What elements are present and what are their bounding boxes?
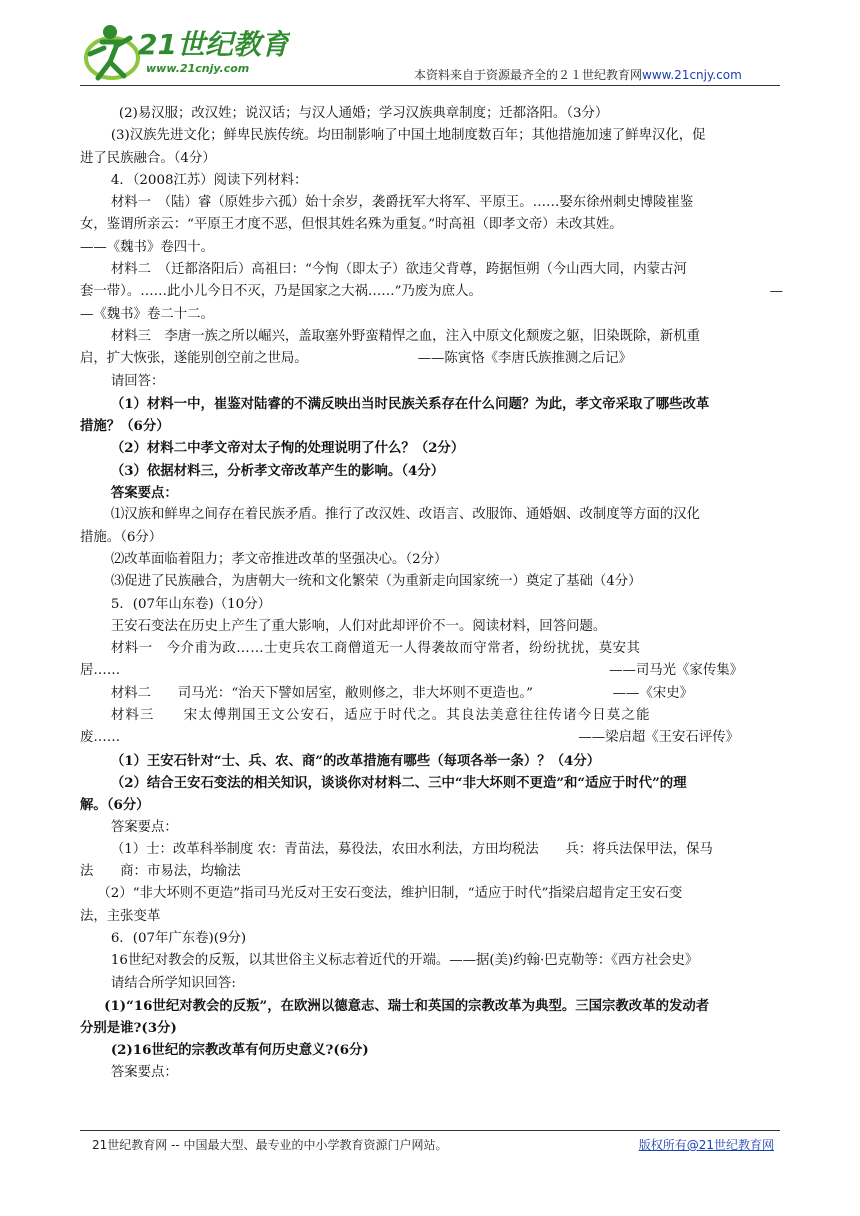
text-line: ——司马光《家传集》 bbox=[609, 663, 743, 679]
text-line: 6．(07年广东卷)(9分) bbox=[110, 930, 247, 946]
text-line: 王安石变法在历史上产生了重大影响，人们对此却评价不一。阅读材料，回答问题。 bbox=[110, 618, 607, 634]
text-line: 套一带）。……此小儿今日不灭，乃是国家之大祸……”乃废为庶人。 bbox=[80, 284, 482, 300]
text-line-split bbox=[80, 281, 783, 303]
footer-rule bbox=[80, 1130, 780, 1131]
header-url-link[interactable]: www.21cnjy.com bbox=[642, 68, 742, 82]
text-line: 材料二 （迁都洛阳后）高祖曰：“今恂（即太子）欲违父背尊，跨据恒朔（今山西大同，内蒙古河 bbox=[110, 262, 687, 278]
text-line: 材料一 今介甫为政……士吏兵农工商僧道无一人得袭故而守常者，纷纷扰扰，莫安其 bbox=[110, 641, 641, 657]
answer-heading: 答案要点： bbox=[110, 1064, 178, 1080]
text-line: 材料二 司马光：“治天下譬如居室，敝则修之，非大坏则不更造也。” bbox=[110, 685, 533, 701]
text-line: ⑵改革面临着阻力；孝文帝推进改革的坚强决心。（2分） bbox=[110, 551, 448, 567]
document-body bbox=[80, 103, 783, 1084]
text-line: 进了民族融合。（4分） bbox=[80, 150, 216, 166]
text-line: 材料三 李唐一族之所以崛兴，盖取塞外野蛮精悍之血，注入中原文化颓废之躯，旧染既除，新机重 bbox=[110, 328, 700, 344]
question-line: 措施？（6分） bbox=[80, 418, 170, 435]
answer-heading: 答案要点： bbox=[110, 485, 178, 502]
header-note bbox=[414, 66, 742, 83]
text-line: ——《魏书》卷四十。 bbox=[80, 239, 214, 255]
question-line: 解。（6分） bbox=[80, 797, 150, 814]
text-line: 16世纪对教会的反叛，以其世俗主义标志着近代的开端。——据(美)约翰·巴克勒等：《西方社会史》 bbox=[110, 953, 699, 969]
text-line: ——陈寅恪《李唐氏族推测之后记》 bbox=[417, 351, 632, 367]
question-line: (1)“16世纪对教会的反叛”，在欧洲以德意志、瑞士和英国的宗教改革为典型。三国宗教改革的发动者 bbox=[104, 997, 710, 1014]
text-line: 启，扩大恢张，遂能别创空前之世局。 bbox=[80, 351, 308, 367]
text-line: （1）士：改革科举制度 农：青苗法，募役法，农田水利法，方田均税法 兵：将兵法保甲法，保马 bbox=[110, 841, 713, 857]
text-line: 法，主张变革 bbox=[80, 908, 161, 924]
logo-url: www.21cnjy.com bbox=[146, 62, 250, 75]
text-line: — bbox=[769, 284, 783, 300]
text-line: 材料三 宋太傅荆国王文公安石，适应于时代之。其良法美意往往传诸今日莫之能 bbox=[110, 708, 651, 724]
text-line: 居…… bbox=[80, 663, 121, 679]
question-line: （1）王安石针对“士、兵、农、商”的改革措施有哪些（每项各举一条）？（4分） bbox=[110, 752, 601, 769]
text-line: ——梁启超《王安石评传》 bbox=[578, 730, 739, 746]
text-line-split bbox=[80, 683, 783, 705]
text-line: 女，鉴谓所亲云：“平原王才度不恶，但恨其姓名殊为重复。”时高祖（即孝文帝）未改其姓。 bbox=[80, 217, 623, 233]
question-line: 分别是谁?(3分) bbox=[80, 1020, 177, 1037]
text-line bbox=[80, 348, 783, 370]
text-line-split bbox=[80, 727, 783, 749]
question-line: （3）依据材料三，分析孝文帝改革产生的影响。（4分） bbox=[110, 462, 445, 479]
header-rule bbox=[80, 85, 780, 86]
question-line: （1）材料一中，崔鉴对陆睿的不满反映出当时民族关系存在什么问题？为此，孝文帝采取了哪些改革 bbox=[110, 395, 710, 412]
header-note-text: 本资料来自于资源最齐全的２１世纪教育网 bbox=[414, 68, 643, 82]
site-logo bbox=[80, 18, 290, 88]
text-line: (3)汉族先进文化；鲜卑民族传统。均田制影响了中国土地制度数百年；其他措施加速了鲜卑汉化，促 bbox=[110, 128, 706, 144]
text-line: ⑶促进了民族融合，为唐朝大一统和文化繁荣（为重新走向国家统一）奠定了基础（4分） bbox=[110, 574, 642, 590]
answer-heading: 答案要点： bbox=[110, 819, 178, 835]
text-line: ⑴汉族和鲜卑之间存在着民族矛盾。推行了改汉姓、改语言、改服饰、通婚姻、改制度等方面的汉化 bbox=[110, 507, 700, 523]
text-line: 请结合所学知识回答: bbox=[110, 975, 236, 991]
question-line: （2）材料二中孝文帝对太子恂的处理说明了什么？（2分） bbox=[110, 440, 465, 457]
text-line: 请回答： bbox=[110, 373, 165, 389]
text-line: (2)易汉服；改汉姓；说汉话；与汉人通婚；学习汉族典章制度；迁都洛阳。（3分） bbox=[118, 106, 609, 121]
text-line-split bbox=[80, 660, 783, 682]
footer-text: 21世纪教育网 -- 中国最大型、最专业的中小学教育资源门户网站。 bbox=[92, 1138, 448, 1152]
text-line: 材料一 （陆）睿（原姓步六孤）始十余岁，袭爵抚军大将军、平原王。……娶东徐州刺史博陵崔鉴 bbox=[110, 195, 694, 211]
text-line: 措施。（6分） bbox=[80, 529, 163, 545]
text-line: ——《宋史》 bbox=[612, 685, 693, 701]
text-line: 4．（2008江苏）阅读下列材料： bbox=[110, 172, 308, 188]
question-line: (2)16世纪的宗教改革有何历史意义?(6分) bbox=[110, 1042, 369, 1059]
text-line: 5．(07年山东卷)（10分） bbox=[110, 596, 271, 612]
text-line: 法 商：市易法，均输法 bbox=[80, 864, 241, 880]
text-line: —《魏书》卷二十二。 bbox=[80, 306, 214, 322]
logo-text: 21世纪教育 bbox=[138, 28, 289, 61]
text-line: （2）“非大坏则不更造”指司马光反对王安石变法，维护旧制，“适应于时代”指梁启超肯定王安石变 bbox=[97, 886, 683, 902]
text-line: 废…… bbox=[80, 730, 121, 746]
copyright-link[interactable]: 版权所有@21世纪教育网 bbox=[638, 1138, 774, 1152]
question-line: （2）结合王安石变法的相关知识，谈谈你对材料二、三中“非大坏则不更造”和“适应于时代”的理 bbox=[110, 774, 687, 791]
